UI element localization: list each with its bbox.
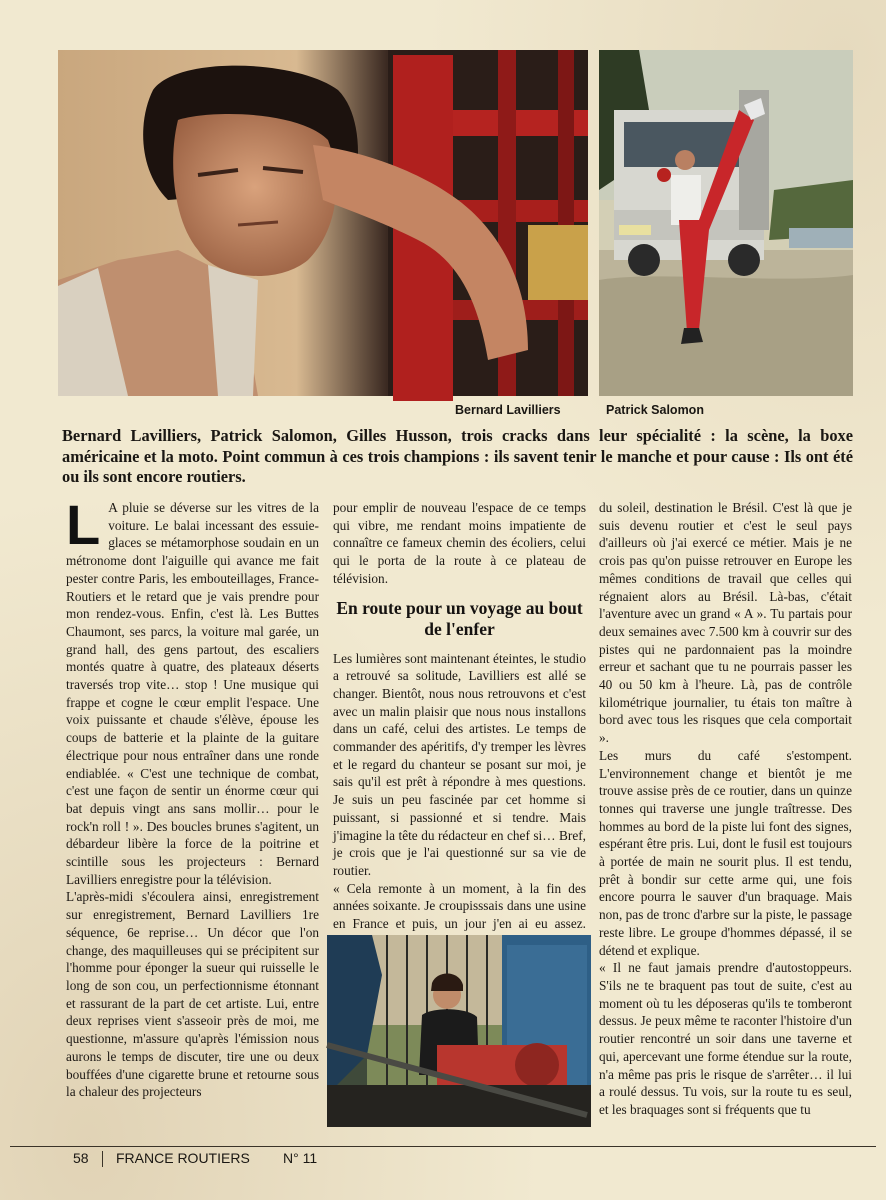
caption-salomon: Patrick Salomon bbox=[606, 403, 704, 417]
article-paragraph: Les lumières sont maintenant éteintes, le studio a retrouvé sa solitude, Lavilliers est allé se changer. Bientôt, nous nous retrouvons et c'est avec un malin plaisir que nous nous installons dans un café, celui des artistes. Le temps de commander des apéritifs, d'y tremper les lèvres et le regard du chanteur se posant sur moi, je sais qu'il est prêt à répondre à mes questions. Je suis un peu fascinée par cet homme si puissant, si passionné et si tendre. Mais j'imagine la tête du rédacteur en chef si… Bref, je crois que je l'ai questionné sur sa vie de routier. bbox=[333, 650, 586, 878]
article-paragraph: A pluie se déverse sur les vitres de la voiture. Le balai incessant des essuie-glaces se métamorphose soudain en un métronome dont l'aiguille qui avance me fait pester contre Paris, les embouteillages, France-Routiers et le retard que je vais prendre pour mon rendez-vous. Enfin, c'est là. Les Buttes Chaumont, ses parcs, la voiture mal garée, un grand hall, des gens partout, des escaliers montés quatre à quatre, des plateaux déserts traversés trop vite… stop ! Une musique qui frappe et cogne le cœur emplit l'espace. Une voix puissante et chaude s'élève, épouse les coups de batterie et la plainte de la guitare électrique pour nous entraîner dans une ronde endiablée. « C'est une technique de combat, c'est une façon de sentir un énorme cœur qui bat depuis vingt ans sans mollir… pour le rock'n roll ! ». Des boucles brunes s'agitent, un débardeur libère la force de la poitrine et scintille sous les projecteurs : Bernard Lavilliers enregistre pour la télévision. bbox=[66, 500, 319, 887]
article-column-2 bbox=[333, 499, 586, 932]
magazine-title: FRANCE ROUTIERS bbox=[116, 1150, 250, 1166]
article-paragraph: L'après-midi s'écoulera ainsi, enregistrement sur enregistrement, Bernard Lavilliers 1re séquence, 6e reprise… Un décor que l'on change, des maquilleuses qui se précipitent sur l'homme pour éponger la sueur qui ruisselle le long de son cou, un perfectionnisme étonnant et rassurant de la part de cet artiste. Lui, entre deux reprises vient s'asseoir près de moi, me questionne, m'assure qu'après l'émission nous aurons le temps de discuter, tire une ou deux bouffées d'une cigarette brune et retourne sous la chaleur des projecteurs bbox=[66, 889, 319, 1100]
lavilliers-photo bbox=[58, 50, 588, 396]
section-heading: En route pour un voyage au bout de l'enfer bbox=[336, 597, 583, 639]
article-paragraph: pour emplir de nouveau l'espace de ce temps qui vibre, me rendant moins impatiente de connaître ce fameux chemin des écoliers, celui qui le porta de la route à ce plateau de télévision. bbox=[333, 500, 586, 586]
article-paragraph: « Il ne faut jamais prendre d'autostoppeurs. S'ils ne te braquent pas tout de suite, c'est au moment où tu les déposeras qu'ils te tomberont dessus. Je peux même te raconter l'histoire d'un routier rencontré un soir dans une taverne et qui, apercevant une forme étendue sur la route, n'a même pas pris le risque de s'arrêter… il lui a roulé dessus. Tu vois, sur la route tu es seul, et les braquages sont si fréquents que tu bbox=[599, 960, 852, 1117]
dropcap: L bbox=[66, 493, 101, 556]
salomon-photo bbox=[599, 50, 853, 396]
issue-number: N° 11 bbox=[283, 1150, 318, 1166]
article-paragraph: « Cela remonte à un moment, à la fin des années soixante. Je croupisssais dans une usine en France et puis, un jour j'en ai eu assez. bbox=[333, 880, 586, 932]
caption-lavilliers: Bernard Lavilliers bbox=[455, 403, 561, 417]
page-number: 58 bbox=[73, 1150, 89, 1166]
intro-paragraph: Bernard Lavilliers, Patrick Salomon, Gilles Husson, trois cracks dans leur spécialité : la scène, la boxe américaine et la moto. Point commun à ces trois champions : ils savent tenir le manche et pour cause : Ils ont été ou ils sont encore routiers. bbox=[62, 426, 853, 486]
article-column-3 bbox=[599, 499, 852, 1129]
footer-rule bbox=[10, 1146, 876, 1147]
footer-divider bbox=[102, 1151, 103, 1167]
article-paragraph: Les murs du café s'estompent. L'environnement change et bientôt je me trouve assise près de ce routier, dans un quinze tonnes qui traverse une jungle traîtresse. Des hommes au bord de la piste lui font des signes, espérant être pris. Lui, dont le fusil est toujours à portée de main ne sourit plus. Il est tendu, prêt à bondir sur cette arme qui, une fois encore pourra le sauver d'un braquage. Mais non, pas de tronc d'arbre sur la piste, le passage reste libre. Le groupe d'hommes dépassé, il se détend et explique. bbox=[599, 747, 852, 958]
husson-photo bbox=[327, 935, 591, 1127]
article-paragraph: du soleil, destination le Brésil. C'est là que je suis devenu routier et c'est le seul pays d'ailleurs où j'ai exercé ce métier. Mais je ne crois pas qu'on puisse retrouver en Europe les mêmes conditions de travail que celles qui régnaient alors au Brésil. Là-bas, c'était l'aventure avec un grand « A ». Tu partais pour deux semaines avec 7.500 km à couvrir sur des pistes qui ne pardonnaient pas la moindre erreur et sachant que tu ne pourrais passer les 40 ou 50 km à l'heure. Là, pas de contrôle kilométrique journalier, tu étais ton maître à bord avec tous les risques que cela comportait ». bbox=[599, 500, 852, 746]
article-column-1 bbox=[66, 493, 319, 1134]
